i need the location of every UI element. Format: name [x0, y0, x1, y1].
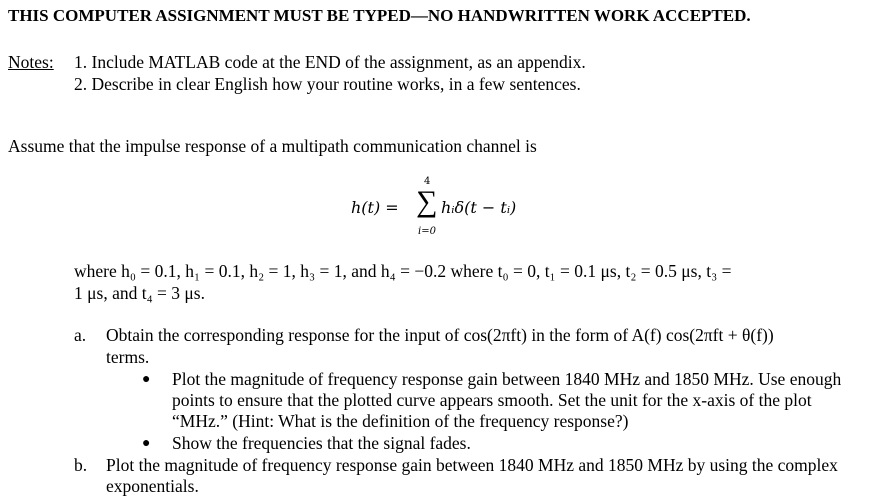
- bullet-1-line-3: “MHz.” (Hint: What is the definition of the frequency response?): [172, 411, 629, 431]
- sum-lower-limit: i=0: [418, 226, 436, 237]
- part-a-text-line-1: Obtain the corresponding response for the input of cos(2πft) in the form of A(f) cos(2πft + θ(f)): [106, 325, 774, 345]
- part-a-marker: a.: [74, 325, 87, 345]
- notes-label: Notes:: [8, 52, 54, 72]
- equation-rhs: hᵢδ(t − tᵢ): [441, 198, 517, 217]
- assignment-heading: THIS COMPUTER ASSIGNMENT MUST BE TYPED—NO HANDWRITTEN WORK ACCEPTED.: [8, 6, 751, 25]
- sum-upper-limit: 4: [424, 176, 431, 187]
- note-item-2: 2. Describe in clear English how your routine works, in a few sentences.: [74, 74, 581, 94]
- parameters-line-2: 1 μs, and t₄ = 3 μs.: [74, 283, 205, 303]
- bullet-2-text: Show the frequencies that the signal fades.: [172, 433, 471, 453]
- part-b-text-line-2: exponentials.: [106, 476, 199, 496]
- equation-lhs: h(t) =: [351, 198, 399, 217]
- bullet-1-line-1: Plot the magnitude of frequency response gain between 1840 MHz and 1850 MHz. Use enough: [172, 369, 842, 389]
- part-b-marker: b.: [74, 455, 88, 475]
- bullet-icon: ●: [142, 436, 151, 451]
- part-a-text-line-2: terms.: [106, 347, 150, 367]
- part-b-text-line-1: Plot the magnitude of frequency response gain between 1840 MHz and 1850 MHz by using the complex: [106, 455, 838, 475]
- note-item-1: 1. Include MATLAB code at the END of the assignment, as an appendix.: [74, 52, 586, 72]
- problem-intro: Assume that the impulse response of a multipath communication channel is: [8, 136, 537, 156]
- summation-symbol: ∑: [416, 185, 438, 218]
- parameters-line-1: where h₀ = 0.1, h₁ = 0.1, h₂ = 1, h₃ = 1, and h₄ = −0.2 where t₀ = 0, t₁ = 0.1 μs, t₂ = 0.5 μs, t₃ =: [74, 261, 732, 281]
- bullet-icon: ●: [142, 372, 151, 387]
- bullet-1-line-2: points to ensure that the plotted curve appears smooth. Set the unit for the x-axis of the plot: [172, 390, 812, 410]
